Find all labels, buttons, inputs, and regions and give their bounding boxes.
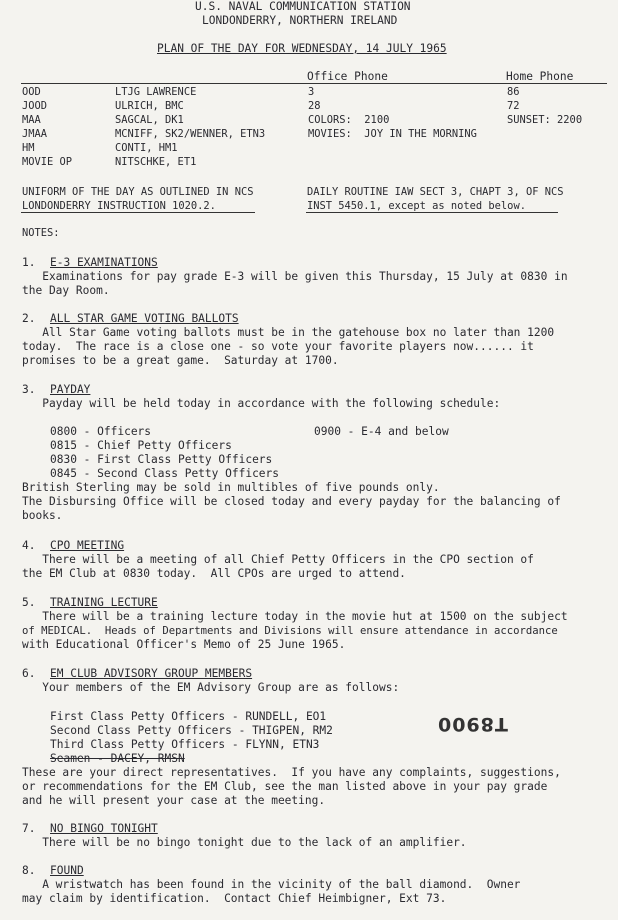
note-number: 7.: [22, 822, 36, 835]
note-text: with Educational Officer's Memo of 25 June 1965.: [22, 638, 346, 651]
routine-line-1: DAILY ROUTINE IAW SECT 3, CHAPT 3, OF NCS: [307, 186, 564, 198]
note-text: the Day Room.: [22, 284, 110, 297]
duty-name: MCNIFF, SK2/WENNER, ETN3: [115, 128, 266, 140]
member-item: First Class Petty Officers - RUNDELL, EO1: [50, 710, 327, 723]
duty-office-phone: 28: [308, 100, 321, 112]
note-title: FOUND: [50, 864, 84, 877]
member-item: Second Class Petty Officers - THIGPEN, RM2: [50, 724, 333, 737]
header-rule: [21, 83, 607, 84]
duty-role: MAA: [22, 114, 41, 126]
note-text: The Disbursing Office will be closed today and every payday for the balancing of: [22, 495, 561, 508]
note-text: may claim by identification. Contact Chief Heimbigner, Ext 73.: [22, 892, 447, 905]
colors-time: COLORS: 2100: [308, 114, 390, 126]
duty-name: NITSCHKE, ET1: [115, 156, 197, 168]
note-number: 5.: [22, 596, 36, 609]
note-text: promises to be a great game. Saturday at 1700.: [22, 354, 339, 367]
note-text: and he will present your case at the meeting.: [22, 794, 326, 807]
duty-name: LTJG LAWRENCE: [115, 86, 197, 98]
note-text: books.: [22, 509, 63, 522]
note-text: the EM Club at 0830 today. All CPOs are urged to attend.: [22, 567, 406, 580]
note-number: 3.: [22, 383, 36, 396]
duty-name: SAGCAL, DK1: [115, 114, 184, 126]
uniform-line-1: UNIFORM OF THE DAY AS OUTLINED IN NCS: [22, 186, 254, 198]
duty-role: JOOD: [22, 100, 48, 112]
duty-name: ULRICH, BMC: [115, 100, 184, 112]
duty-role: MOVIE OP: [22, 156, 73, 168]
notes-label: NOTES:: [22, 227, 60, 239]
duty-home-phone: 86: [507, 86, 520, 98]
station-location: LONDONDERRY, NORTHERN IRELAND: [202, 14, 398, 27]
schedule-item: 0800 - Officers: [50, 425, 152, 438]
note-title: CPO MEETING: [50, 539, 125, 552]
note-text: There will be no bingo tonight due to the lack of an amplifier.: [22, 836, 467, 849]
note-number: 1.: [22, 256, 36, 269]
note-text: or recommendations for the EM Club, see the man listed above in your pay grade: [22, 780, 548, 793]
station-name: U.S. NAVAL COMMUNICATION STATION: [195, 0, 411, 13]
member-item-struck: Seamen - DACEY, RMSN: [50, 752, 185, 765]
note-number: 4.: [22, 539, 36, 552]
duty-name: CONTI, HM1: [115, 142, 178, 154]
sunset-time: SUNSET: 2200: [507, 114, 583, 126]
uniform-rule: [21, 212, 255, 213]
home-phone-header: Home Phone: [506, 70, 574, 83]
note-text: There will be a training lecture today in the movie hut at 1500 on the subject: [22, 610, 568, 623]
note-title: PAYDAY: [50, 383, 91, 396]
office-phone-header: Office Phone: [307, 70, 388, 83]
note-title: ALL STAR GAME VOTING BALLOTS: [50, 312, 239, 325]
note-text: All Star Game voting ballots must be in the gatehouse box no later than 1200: [22, 326, 555, 339]
routine-rule: [306, 212, 558, 213]
routine-line-2: INST 5450.1, except as noted below.: [307, 200, 526, 212]
note-text: These are your direct representatives. If you have any complaints, suggestions,: [22, 766, 561, 779]
note-text: Payday will be held today in accordance with the following schedule:: [22, 397, 501, 410]
note-title: NO BINGO TONIGHT: [50, 822, 158, 835]
duty-office-phone: 3: [308, 86, 315, 98]
schedule-item: 0900 - E-4 and below: [314, 425, 449, 438]
schedule-item: 0830 - First Class Petty Officers: [50, 453, 273, 466]
note-number: 6.: [22, 667, 36, 680]
note-text: A wristwatch has been found in the vicinity of the ball diamond. Owner: [22, 878, 521, 891]
schedule-item: 0815 - Chief Petty Officers: [50, 439, 232, 452]
note-title: E-3 EXAMINATIONS: [50, 256, 158, 269]
member-item: Third Class Petty Officers - FLYNN, ETN3: [50, 738, 320, 751]
note-text: British Sterling may be sold in multibles of five pounds only.: [22, 481, 440, 494]
ink-stamp: T8900: [437, 713, 508, 735]
plan-title: PLAN OF THE DAY FOR WEDNESDAY, 14 JULY 1965: [157, 42, 447, 55]
note-text: Your members of the EM Advisory Group are as follows:: [22, 681, 400, 694]
schedule-item: 0845 - Second Class Petty Officers: [50, 467, 280, 480]
uniform-line-2: LONDONDERRY INSTRUCTION 1020.2.: [22, 200, 216, 212]
duty-home-phone: 72: [507, 100, 520, 112]
duty-role: HM: [22, 142, 35, 154]
note-text: Examinations for pay grade E-3 will be given this Thursday, 15 July at 0830 in: [22, 270, 568, 283]
note-title: TRAINING LECTURE: [50, 596, 158, 609]
movie-title: MOVIES: JOY IN THE MORNING: [308, 128, 477, 140]
note-text: of MEDICAL. Heads of Departments and Divisions will ensure attendance in accordance: [22, 625, 558, 637]
note-number: 2.: [22, 312, 36, 325]
duty-role: JMAA: [22, 128, 48, 140]
note-number: 8.: [22, 864, 36, 877]
duty-role: OOD: [22, 86, 41, 98]
note-title: EM CLUB ADVISORY GROUP MEMBERS: [50, 667, 253, 680]
note-text: today. The race is a close one - so vote your favorite players now...... it: [22, 340, 534, 353]
note-text: There will be a meeting of all Chief Petty Officers in the CPO section of: [22, 553, 534, 566]
